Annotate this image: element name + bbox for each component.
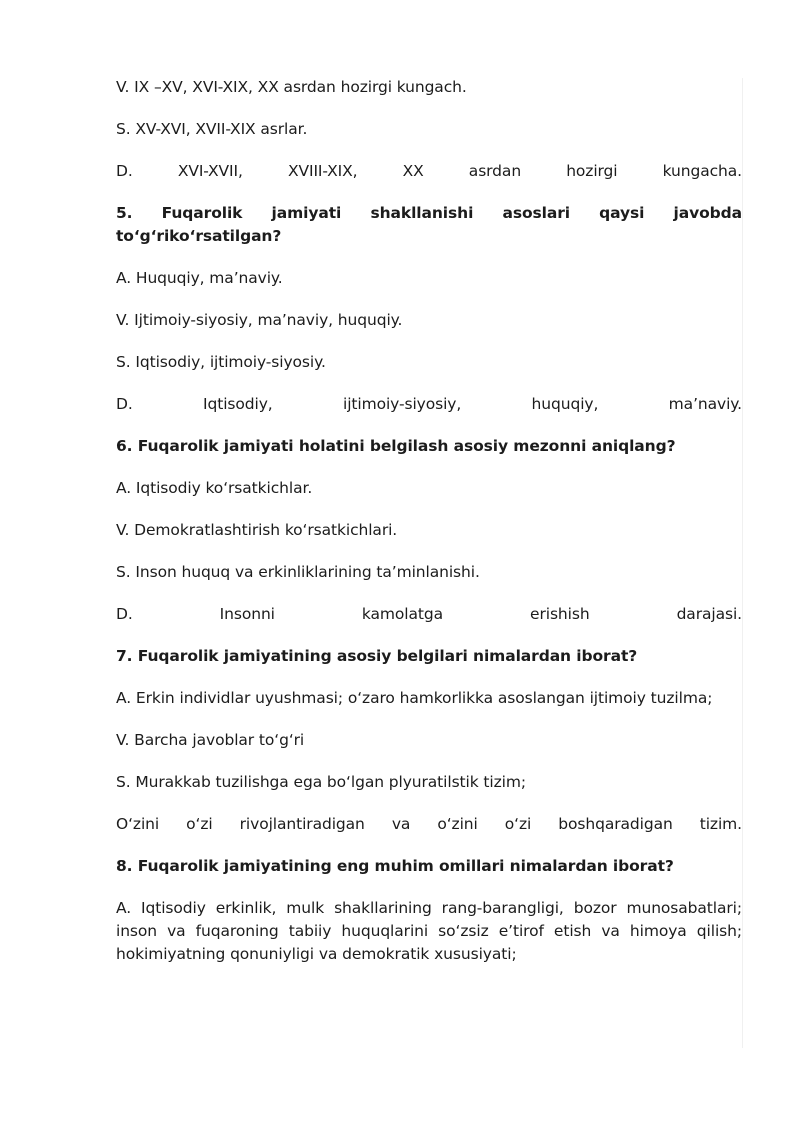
answer-option: S. Murakkab tuzilishga ega bo‘lgan plyuratilstik tizim;	[116, 773, 526, 791]
answer-option: D. XVI-XVII, XVIII-XIX, XX asrdan hozirgi kungacha.	[116, 162, 742, 180]
answer-option: A. Huquqiy, ma’naviy.	[116, 269, 283, 287]
question-5: 5. Fuqarolik jamiyati shakllanishi asoslari qaysi javobda to‘g‘riko‘rsatilgan?	[116, 204, 742, 245]
answer-option: A. Iqtisodiy erkinlik, mulk shakllarining rang-barangligi, bozor munosabatlari; inson va fuqaroning tabiiy huquqlarini so‘zsiz e’tirof etish va himoya qilish; hokimiyatning qonuniyligi va demokratik xususiyati;	[116, 899, 742, 963]
answer-option: A. Iqtisodiy ko‘rsatkichlar.	[116, 479, 313, 497]
document-content	[116, 76, 742, 985]
answer-option: S. XV-XVI, XVII-XIX asrlar.	[116, 120, 308, 138]
answer-option: S. Iqtisodiy, ijtimoiy-siyosiy.	[116, 353, 326, 371]
answer-option: S. Inson huquq va erkinliklarining ta’minlanishi.	[116, 563, 480, 581]
answer-option: V. Barcha javoblar to‘g‘ri	[116, 731, 305, 749]
answer-option: D. Iqtisodiy, ijtimoiy-siyosiy, huquqiy, ma’naviy.	[116, 395, 742, 413]
answer-option: D. Insonni kamolatga erishish darajasi.	[116, 605, 742, 623]
answer-option: A. Erkin individlar uyushmasi; o‘zaro hamkorlikka asoslangan ijtimoiy tuzilma;	[116, 689, 713, 707]
answer-option: V. Demokratlashtirish ko‘rsatkichlari.	[116, 521, 398, 539]
answer-option: V. IX –XV, XVI-XIX, XX asrdan hozirgi kungach.	[116, 78, 467, 96]
answer-option: O‘zini o‘zi rivojlantiradigan va o‘zini o‘zi boshqaradigan tizim.	[116, 815, 742, 833]
question-6: 6. Fuqarolik jamiyati holatini belgilash asosiy mezonni aniqlang?	[116, 437, 676, 455]
question-7: 7. Fuqarolik jamiyatining asosiy belgilari nimalardan iborat?	[116, 647, 638, 665]
answer-option: V. Ijtimoiy-siyosiy, ma’naviy, huquqiy.	[116, 311, 403, 329]
question-8: 8. Fuqarolik jamiyatining eng muhim omillari nimalardan iborat?	[116, 857, 674, 875]
page-edge-shadow	[742, 78, 743, 1048]
